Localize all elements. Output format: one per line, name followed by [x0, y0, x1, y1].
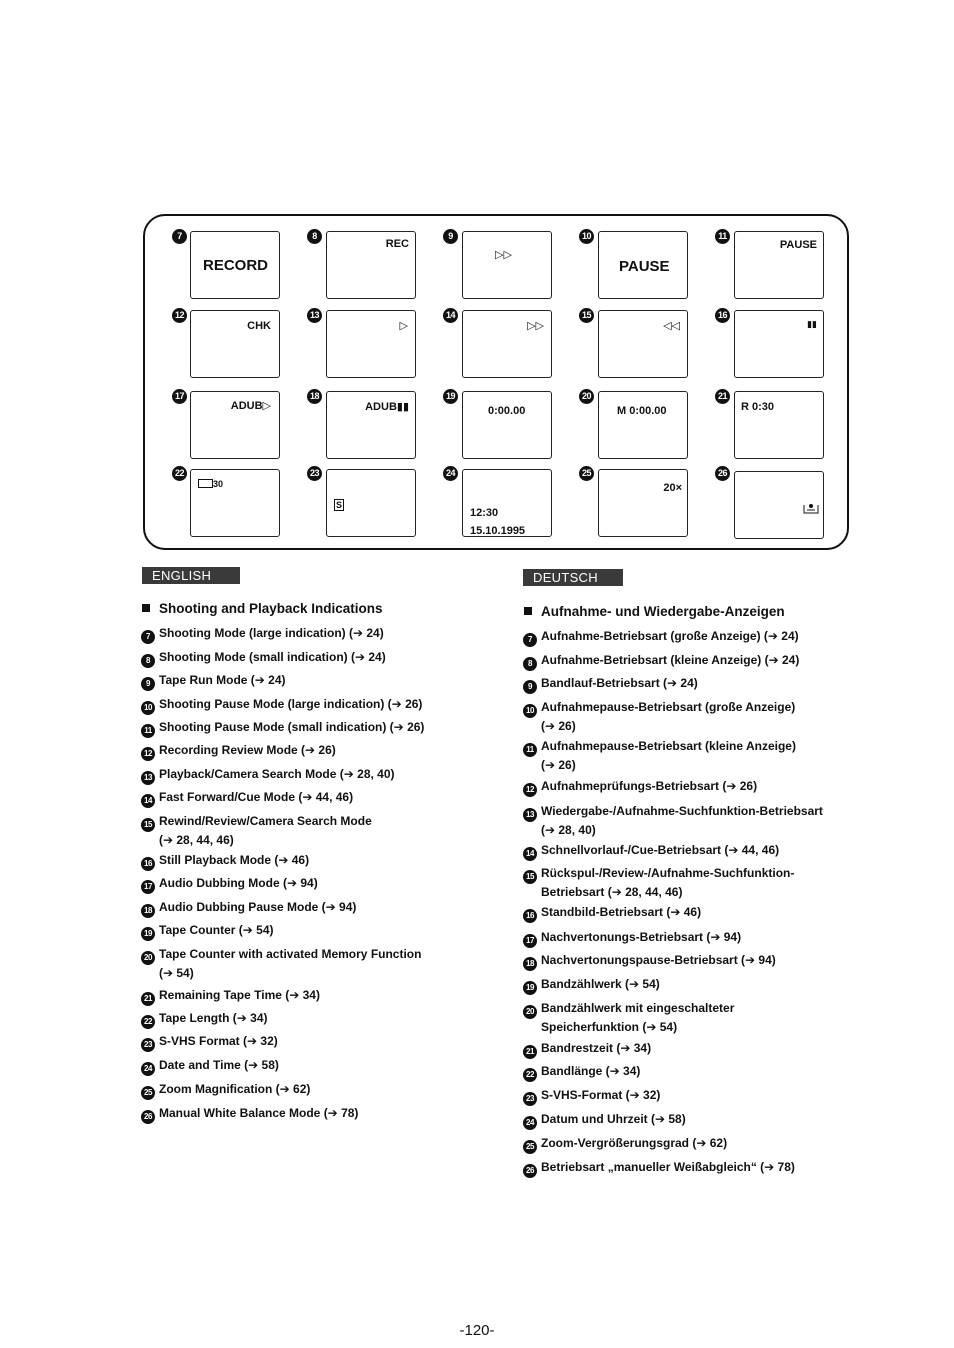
item-text-continued: (➔ 26) — [541, 758, 576, 772]
item-text: Bandlauf-Betriebsart (➔ 24) — [541, 676, 698, 690]
item-text: Tape Run Mode (➔ 24) — [159, 673, 286, 687]
screen-text: ◁◁ — [663, 320, 680, 332]
callout-number: 20 — [523, 1005, 537, 1019]
list-item — [523, 652, 799, 671]
display-screen-tape-counter — [462, 391, 552, 459]
screen-text: 15.10.1995 — [470, 525, 526, 537]
callout-number: 11 — [715, 229, 730, 244]
item-text: Bandzählwerk (➔ 54) — [541, 977, 660, 991]
callout-number: 19 — [443, 389, 458, 404]
list-item — [141, 899, 356, 918]
list-item — [141, 946, 421, 981]
list-item — [523, 675, 698, 694]
list-item — [141, 1081, 310, 1100]
list-item — [523, 1111, 686, 1130]
item-text: Aufnahmepause-Betriebsart (kleine Anzeige) — [541, 739, 796, 753]
svhs-icon: S — [336, 500, 343, 510]
section-tag-deutsch: DEUTSCH — [523, 569, 623, 586]
callout-number: 7 — [172, 229, 187, 244]
callout-number: 18 — [141, 904, 155, 918]
list-item — [141, 696, 422, 715]
list-item — [141, 813, 372, 848]
item-text: Rückspul-/Review-/Aufnahme-Suchfunktion- — [541, 866, 795, 880]
callout-number: 26 — [141, 1110, 155, 1124]
square-bullet-icon — [524, 607, 532, 615]
callout-number: 17 — [141, 880, 155, 894]
callout-number: 15 — [579, 308, 594, 323]
display-screen-remaining-time — [734, 391, 824, 459]
screen-text: 12:30 — [470, 507, 499, 519]
list-item — [523, 738, 796, 773]
item-text: Audio Dubbing Mode (➔ 94) — [159, 876, 318, 890]
display-screen-date-time — [462, 469, 552, 537]
display-screen-tape-length — [190, 469, 280, 537]
callout-number: 26 — [715, 466, 730, 481]
callout-number: 13 — [141, 771, 155, 785]
item-text: Playback/Camera Search Mode (➔ 28, 40) — [159, 767, 395, 781]
callout-number: 18 — [523, 957, 537, 971]
item-text: Rewind/Review/Camera Search Mode — [159, 814, 372, 828]
screen-text: 20× — [663, 482, 682, 494]
item-text: Manual White Balance Mode (➔ 78) — [159, 1106, 359, 1120]
callout-number: 10 — [523, 704, 537, 718]
item-text: Shooting Mode (large indication) (➔ 24) — [159, 626, 384, 640]
list-item — [523, 929, 741, 948]
display-screen-white-balance — [734, 471, 824, 539]
item-text-continued: (➔ 28, 40) — [541, 823, 596, 837]
callout-number: 25 — [579, 466, 594, 481]
callout-number: 14 — [443, 308, 458, 323]
item-text: Fast Forward/Cue Mode (➔ 44, 46) — [159, 790, 354, 804]
display-screen-audio-dub — [190, 391, 280, 459]
display-screen-fast-forward — [462, 310, 552, 378]
list-item — [523, 1135, 727, 1154]
list-item — [141, 766, 395, 785]
list-item — [523, 1040, 651, 1059]
item-text: Shooting Pause Mode (small indication) (➔ 26) — [159, 720, 425, 734]
screen-text: PAUSE — [619, 258, 670, 275]
list-item — [523, 1063, 640, 1082]
callout-number: 13 — [523, 808, 537, 822]
callout-number: 16 — [523, 909, 537, 923]
callout-number: 8 — [141, 654, 155, 668]
list-item — [141, 1057, 279, 1076]
list-item — [141, 742, 336, 761]
list-item — [523, 1000, 734, 1035]
list-item — [523, 628, 799, 647]
display-screen-audio-dub-pause — [326, 391, 416, 459]
callout-number: 23 — [523, 1092, 537, 1106]
callout-number: 18 — [307, 389, 322, 404]
list-item — [523, 842, 779, 861]
item-text: Aufnahmepause-Betriebsart (große Anzeige) — [541, 700, 796, 714]
screen-text: 30 — [213, 479, 224, 489]
screen-text: RECORD — [203, 257, 269, 274]
callout-number: 8 — [307, 229, 322, 244]
display-screen-svhs — [326, 469, 416, 537]
item-text: Tape Length (➔ 34) — [159, 1011, 268, 1025]
item-text-continued: Betriebsart (➔ 28, 44, 46) — [541, 885, 683, 899]
item-text: Standbild-Betriebsart (➔ 46) — [541, 905, 702, 919]
callout-number: 19 — [523, 981, 537, 995]
square-bullet-icon — [142, 604, 150, 612]
callout-number: 13 — [307, 308, 322, 323]
list-item — [141, 987, 320, 1006]
callout-number: 7 — [523, 633, 537, 647]
callout-number: 20 — [579, 389, 594, 404]
tape-length-indicator — [198, 479, 223, 489]
heading-text: Aufnahme- und Wiedergabe-Anzeigen — [541, 604, 785, 619]
screen-text: M 0:00.00 — [617, 405, 667, 417]
item-text: Zoom-Vergrößerungsgrad (➔ 62) — [541, 1136, 728, 1150]
callout-number: 14 — [141, 794, 155, 808]
list-item — [523, 803, 823, 838]
item-text: Bandrestzeit (➔ 34) — [541, 1041, 652, 1055]
item-text: Aufnahmeprüfungs-Betriebsart (➔ 26) — [541, 779, 758, 793]
callout-number: 11 — [141, 724, 155, 738]
callout-number: 9 — [141, 677, 155, 691]
callout-number: 24 — [443, 466, 458, 481]
callout-number: 15 — [523, 870, 537, 884]
screen-text: 0:00.00 — [488, 405, 526, 417]
item-text-continued: (➔ 26) — [541, 719, 576, 733]
callout-number: 23 — [307, 466, 322, 481]
item-text: Still Playback Mode (➔ 46) — [159, 853, 310, 867]
item-text: Bandlänge (➔ 34) — [541, 1064, 641, 1078]
screen-text: ▷▷ — [527, 320, 544, 332]
display-screen-pause-large — [598, 231, 688, 299]
screen-text: ▷▷ — [495, 249, 512, 261]
deutsch-heading — [524, 604, 785, 619]
list-item — [141, 922, 274, 941]
callout-number: 19 — [141, 927, 155, 941]
list-item — [141, 625, 384, 644]
callout-number: 7 — [141, 630, 155, 644]
heading-text: Shooting and Playback Indications — [159, 601, 383, 616]
screen-text: ▷ — [399, 320, 408, 332]
display-screen-pause-small — [734, 231, 824, 299]
callout-number: 21 — [715, 389, 730, 404]
item-text: S-VHS-Format (➔ 32) — [541, 1088, 661, 1102]
callout-number: 9 — [523, 680, 537, 694]
callout-number: 22 — [172, 466, 187, 481]
callout-number: 24 — [523, 1116, 537, 1130]
list-item — [141, 875, 318, 894]
cassette-icon — [198, 479, 213, 488]
screen-text: R 0:30 — [741, 401, 775, 413]
callout-number: 14 — [523, 847, 537, 861]
callout-number: 25 — [523, 1140, 537, 1154]
display-screen-record-large — [190, 231, 280, 299]
page-number: -120- — [459, 1322, 495, 1339]
list-item — [523, 1159, 795, 1178]
display-screen-memory-counter — [598, 391, 688, 459]
screen-text: ADUB▷ — [230, 400, 271, 412]
callout-number: 10 — [141, 701, 155, 715]
display-screen-playback — [326, 310, 416, 378]
callout-number: 21 — [523, 1045, 537, 1059]
item-text: Betriebsart „manueller Weißabgleich“ (➔ 78) — [541, 1160, 795, 1174]
item-text: Tape Counter (➔ 54) — [159, 923, 274, 937]
callout-number: 16 — [141, 857, 155, 871]
callout-number: 8 — [523, 657, 537, 671]
item-text: Schnellvorlauf-/Cue-Betriebsart (➔ 44, 46) — [541, 843, 780, 857]
item-text: Wiedergabe-/Aufnahme-Suchfunktion-Betriebsart — [541, 804, 823, 818]
callout-number: 20 — [141, 951, 155, 965]
list-item — [523, 699, 795, 734]
list-item — [523, 778, 757, 797]
list-item — [141, 719, 424, 738]
screen-text: ▮▮ — [807, 319, 817, 329]
callout-number: 16 — [715, 308, 730, 323]
callout-number: 15 — [141, 818, 155, 832]
item-text: Bandzählwerk mit eingeschalteter — [541, 1001, 735, 1015]
item-text-continued: (➔ 28, 44, 46) — [159, 833, 234, 847]
white-balance-icon — [803, 502, 819, 514]
display-screen-rec-small — [326, 231, 416, 299]
list-item — [523, 904, 701, 923]
item-text: Tape Counter with activated Memory Function — [159, 947, 422, 961]
list-item — [141, 852, 309, 871]
list-item — [141, 672, 286, 691]
item-text: Audio Dubbing Pause Mode (➔ 94) — [159, 900, 357, 914]
callout-number: 26 — [523, 1164, 537, 1178]
callout-number: 22 — [141, 1015, 155, 1029]
display-screen-still — [734, 310, 824, 378]
screen-text: CHK — [247, 320, 271, 332]
item-text: Recording Review Mode (➔ 26) — [159, 743, 336, 757]
list-item — [141, 1105, 358, 1124]
item-text: Aufnahme-Betriebsart (große Anzeige) (➔ 24) — [541, 629, 799, 643]
callout-number: 10 — [579, 229, 594, 244]
list-item — [141, 1033, 278, 1052]
callout-number: 12 — [523, 783, 537, 797]
item-text: Aufnahme-Betriebsart (kleine Anzeige) (➔ 24) — [541, 653, 800, 667]
item-text: Date and Time (➔ 58) — [159, 1058, 279, 1072]
callout-number: 12 — [172, 308, 187, 323]
callout-number: 24 — [141, 1062, 155, 1076]
callout-number: 22 — [523, 1068, 537, 1082]
list-item — [523, 952, 776, 971]
item-text: Remaining Tape Time (➔ 34) — [159, 988, 320, 1002]
item-text: Nachvertonungs-Betriebsart (➔ 94) — [541, 930, 742, 944]
item-text-continued: (➔ 54) — [159, 966, 194, 980]
screen-text: ADUB▮▮ — [365, 401, 409, 413]
item-text: Shooting Pause Mode (large indication) (➔ 26) — [159, 697, 423, 711]
callout-number: 23 — [141, 1038, 155, 1052]
callout-number: 17 — [523, 934, 537, 948]
display-screen-rewind — [598, 310, 688, 378]
display-screen-zoom — [598, 469, 688, 537]
item-text: S-VHS Format (➔ 32) — [159, 1034, 278, 1048]
item-text: Shooting Mode (small indication) (➔ 24) — [159, 650, 386, 664]
list-item — [523, 1087, 660, 1106]
list-item — [523, 865, 794, 900]
display-screen-check — [190, 310, 280, 378]
item-text: Datum und Uhrzeit (➔ 58) — [541, 1112, 686, 1126]
item-text: Zoom Magnification (➔ 62) — [159, 1082, 311, 1096]
screen-text: PAUSE — [779, 239, 817, 251]
callout-number: 9 — [443, 229, 458, 244]
list-item — [141, 1010, 268, 1029]
item-text-continued: Speicherfunktion (➔ 54) — [541, 1020, 678, 1034]
list-item — [141, 649, 386, 668]
list-item — [523, 976, 660, 995]
screen-text: REC — [385, 238, 409, 250]
callout-number: 25 — [141, 1086, 155, 1100]
callout-number: 11 — [523, 743, 537, 757]
display-screen-tape-run — [462, 231, 552, 299]
english-heading — [142, 601, 383, 616]
callout-number: 17 — [172, 389, 187, 404]
callout-number: 12 — [141, 747, 155, 761]
section-tag-english: ENGLISH — [142, 567, 240, 584]
list-item — [141, 789, 353, 808]
item-text: Nachvertonungspause-Betriebsart (➔ 94) — [541, 953, 776, 967]
callout-number: 21 — [141, 992, 155, 1006]
